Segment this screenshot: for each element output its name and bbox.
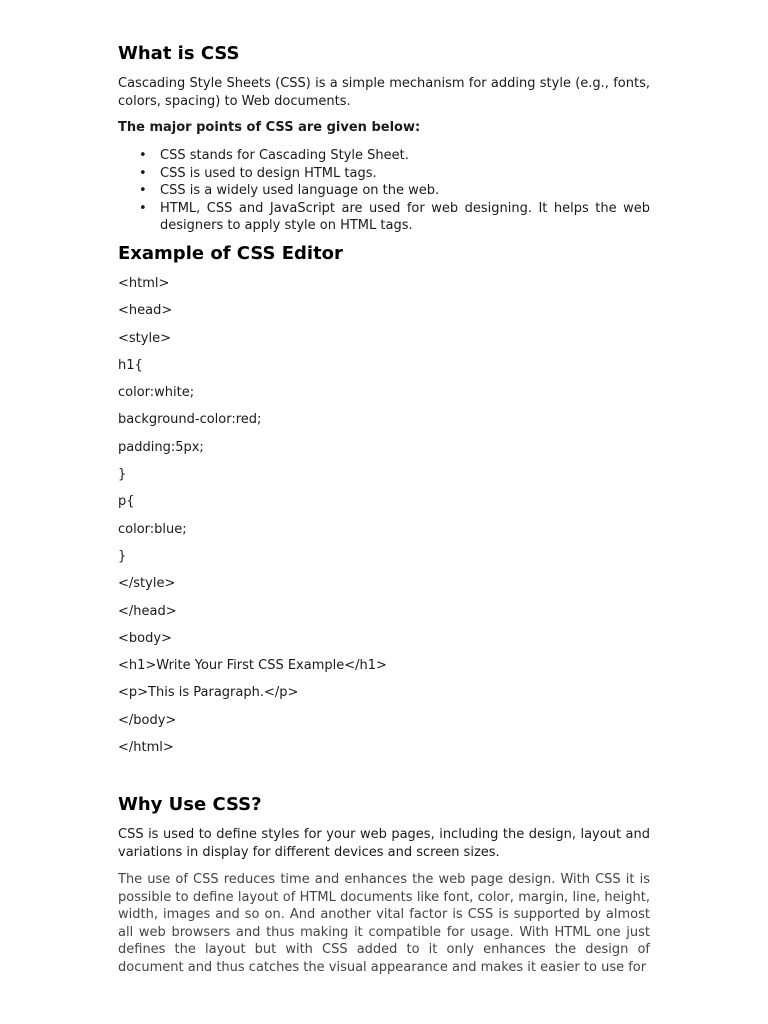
code-line: </html> bbox=[118, 740, 174, 756]
code-example bbox=[118, 275, 650, 766]
heading-example-css-editor: Example of CSS Editor bbox=[118, 243, 343, 264]
code-line: background-color:red; bbox=[118, 412, 262, 428]
code-line: } bbox=[118, 467, 127, 483]
list-item bbox=[118, 147, 650, 165]
code-line: h1{ bbox=[118, 357, 143, 373]
code-line: </style> bbox=[118, 576, 176, 592]
code-line: <body> bbox=[118, 630, 172, 646]
major-points-list bbox=[118, 147, 650, 235]
bullet-icon: • bbox=[139, 183, 147, 198]
heading-why-use-css: Why Use CSS? bbox=[118, 794, 262, 815]
major-points-label: The major points of CSS are given below: bbox=[118, 120, 421, 135]
list-item-text: HTML, CSS and JavaScript are used for web designing. It helps the web designers to apply style on HTML tags. bbox=[160, 200, 650, 233]
list-item-text: CSS stands for Cascading Style Sheet. bbox=[160, 148, 409, 163]
bullet-icon: • bbox=[139, 200, 147, 216]
code-line: <head> bbox=[118, 303, 173, 319]
list-item bbox=[118, 182, 650, 200]
code-line: <p>This is Paragraph.</p> bbox=[118, 685, 299, 701]
heading-what-is-css: What is CSS bbox=[118, 43, 240, 64]
why-paragraph-1: CSS is used to define styles for your web pages, including the design, layout and variations in display for different devices and screen sizes. bbox=[118, 827, 650, 860]
code-line: color:blue; bbox=[118, 521, 187, 537]
bullet-icon: • bbox=[139, 148, 147, 163]
list-item-text: CSS is a widely used language on the web. bbox=[160, 183, 440, 198]
list-item bbox=[118, 165, 650, 183]
code-line: } bbox=[118, 548, 127, 564]
list-item-text: CSS is used to design HTML tags. bbox=[160, 165, 377, 181]
code-line: </head> bbox=[118, 603, 177, 619]
code-line: color:white; bbox=[118, 385, 195, 401]
list-item bbox=[118, 200, 650, 235]
code-line: padding:5px; bbox=[118, 439, 204, 455]
code-line: <style> bbox=[118, 330, 171, 346]
code-line: p{ bbox=[118, 494, 135, 510]
code-line: <h1>Write Your First CSS Example</h1> bbox=[118, 658, 387, 674]
intro-paragraph: Cascading Style Sheets (CSS) is a simple mechanism for adding style (e.g., fonts, colors, spacing) to Web documents. bbox=[118, 76, 650, 109]
code-line: <html> bbox=[118, 276, 170, 291]
bullet-icon: • bbox=[139, 165, 147, 181]
why-paragraph-2: The use of CSS reduces time and enhances the web page design. With CSS it is possible to define layout of HTML documents like font, color, margin, line, height, width, images and so on. And another vital factor is CSS is supported by almost all web browsers and thus making it compatible for usage. With HTML one just defines the layout but with CSS added to it only enhances the design of document and thus catches the visual appearance and makes it easier to use for bbox=[118, 872, 650, 975]
code-line: </body> bbox=[118, 712, 177, 728]
